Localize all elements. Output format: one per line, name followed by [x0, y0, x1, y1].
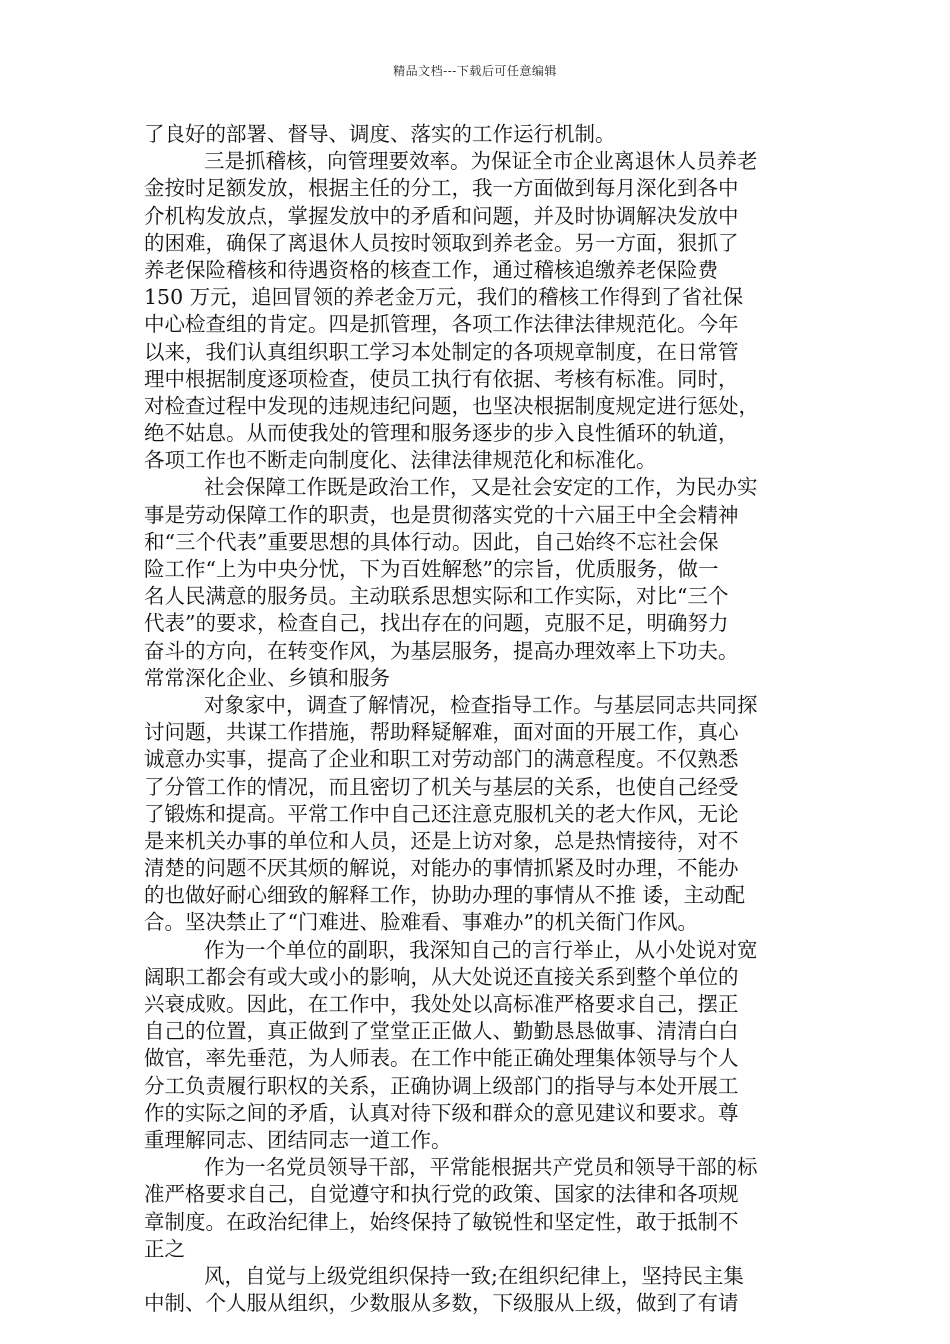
text-line: 事是劳动保障工作的职责，也是贯彻落实党的十六届王中全会精神 [144, 502, 739, 527]
text-line: 代表”的要求，检查自己，找出存在的问题，克服不足，明确努力 [144, 611, 729, 636]
text-line: 绝不姑息。从而使我处的管理和服务逐步的步入良性循环的轨道， [144, 421, 739, 446]
text-line: 理中根据制度逐项检查，使员工执行有依据、考核有标准。同时， [144, 366, 739, 391]
text-line: 金按时足额发放，根据主任的分工，我一方面做到每月深化到各中 [144, 176, 739, 201]
text-line: 的也做好耐心细致的解释工作，协助办理的事情从不推 诿，主动配 [144, 883, 746, 908]
text-line: 清楚的问题不厌其烦的解说，对能办的事情抓紧及时办理，不能办 [144, 856, 739, 881]
text-line: 对检查过程中发现的违规违纪问题，也坚决根据制度规定进行惩处， [144, 393, 759, 418]
text-line: 是来机关办事的单位和人员，还是上访对象，总是热情接待，对不 [144, 828, 739, 853]
text-line: 章制度。在政治纪律上，始终保持了敏锐性和坚定性，敢于抵制不 [144, 1209, 739, 1234]
text-line: 阔职工都会有或大或小的影响，从大处说还直接关系到整个单位的 [144, 964, 739, 989]
text-line: 150 万元，追回冒领的养老金万元，我们的稽核工作得到了省社保 [144, 285, 744, 310]
text-line: 合。坚决禁止了“门难进、脸难看、事难办”的机关衙门作风。 [144, 910, 698, 935]
text-line: 作为一个单位的副职，我深知自己的言行举止，从小处说对宽 [204, 937, 758, 962]
text-line: 以来，我们认真组织职工学习本处制定的各项规章制度，在日常管 [144, 339, 739, 364]
page-header: 精品文档---下载后可任意编辑 [393, 64, 557, 78]
text-line: 各项工作也不断走向制度化、法律法律规范化和标准化。 [144, 448, 657, 473]
text-line: 名人民满意的服务员。主动联系思想实际和工作实际，对比“三个 [144, 584, 729, 609]
text-line: 风，自觉与上级党组织保持一致;在组织纪律上，坚持民主集 [204, 1263, 744, 1288]
text-line: 重理解同志、团结同志一道工作。 [144, 1127, 452, 1152]
text-line: 诚意办实事，提高了企业和职工对劳动部门的满意程度。不仅熟悉 [144, 747, 739, 772]
text-line: 正之 [144, 1236, 185, 1261]
text-line: 社会保障工作既是政治工作，又是社会安定的工作，为民办实 [204, 475, 758, 500]
text-line: 讨问题，共谋工作措施，帮助释疑解难，面对面的开展工作，真心 [144, 720, 739, 745]
body-text [144, 121, 814, 1317]
text-line: 了锻炼和提高。平常工作中自己还注意克服机关的老大作风，无论 [144, 801, 739, 826]
text-line: 三是抓稽核，向管理要效率。为保证全市企业离退休人员养老 [204, 149, 758, 174]
text-line: 自己的位置，真正做到了堂堂正正做人、勤勤恳恳做事、清清白白 [144, 1019, 739, 1044]
text-line: 作为一名党员领导干部，平常能根据共产党员和领导干部的标 [204, 1155, 758, 1180]
text-line: 做官，率先垂范，为人师表。在工作中能正确处理集体领导与个人 [144, 1046, 739, 1071]
text-line: 养老保险稽核和待遇资格的核查工作，通过稽核追缴养老保险费 [144, 257, 718, 282]
text-line: 中制、个人服从组织，少数服从多数，下级服从上级，做到了有请 [144, 1291, 739, 1316]
text-line: 介机构发放点，掌握发放中的矛盾和问题，并及时协调解决发放中 [144, 203, 739, 228]
text-line: 准严格要求自己，自觉遵守和执行党的政策、国家的法律和各项规 [144, 1182, 739, 1207]
text-line: 奋斗的方向，在转变作风，为基层服务，提高办理效率上下功夫。 [144, 638, 739, 663]
text-line: 中心检查组的肯定。四是抓管理，各项工作法律法律规范化。今年 [144, 312, 739, 337]
text-line: 对象家中，调查了解情况，检查指导工作。与基层同志共同探 [204, 692, 758, 717]
text-line: 了良好的部署、督导、调度、落实的工作运行机制。 [144, 122, 616, 146]
text-line: 作的实际之间的矛盾，认真对待下级和群众的意见建议和要求。尊 [144, 1100, 739, 1125]
text-line: 的困难，确保了离退休人员按时领取到养老金。另一方面，狠抓了 [144, 230, 739, 255]
text-line: 分工负责履行职权的关系，正确协调上级部门的指导与本处开展工 [144, 1073, 739, 1098]
text-line: 了分管工作的情况，而且密切了机关与基层的关系，也使自己经受 [144, 774, 739, 799]
text-line: 常常深化企业、乡镇和服务 [144, 665, 390, 690]
text-line: 险工作“上为中央分忧，下为百姓解愁”的宗旨，优质服务，做一 [144, 557, 719, 581]
text-line: 兴衰成败。因此，在工作中，我处处以高标准严格要求自己，摆正 [144, 992, 739, 1016]
text-line: 和“三个代表”重要思想的具体行动。因此，自己始终不忘社会保 [144, 529, 719, 554]
